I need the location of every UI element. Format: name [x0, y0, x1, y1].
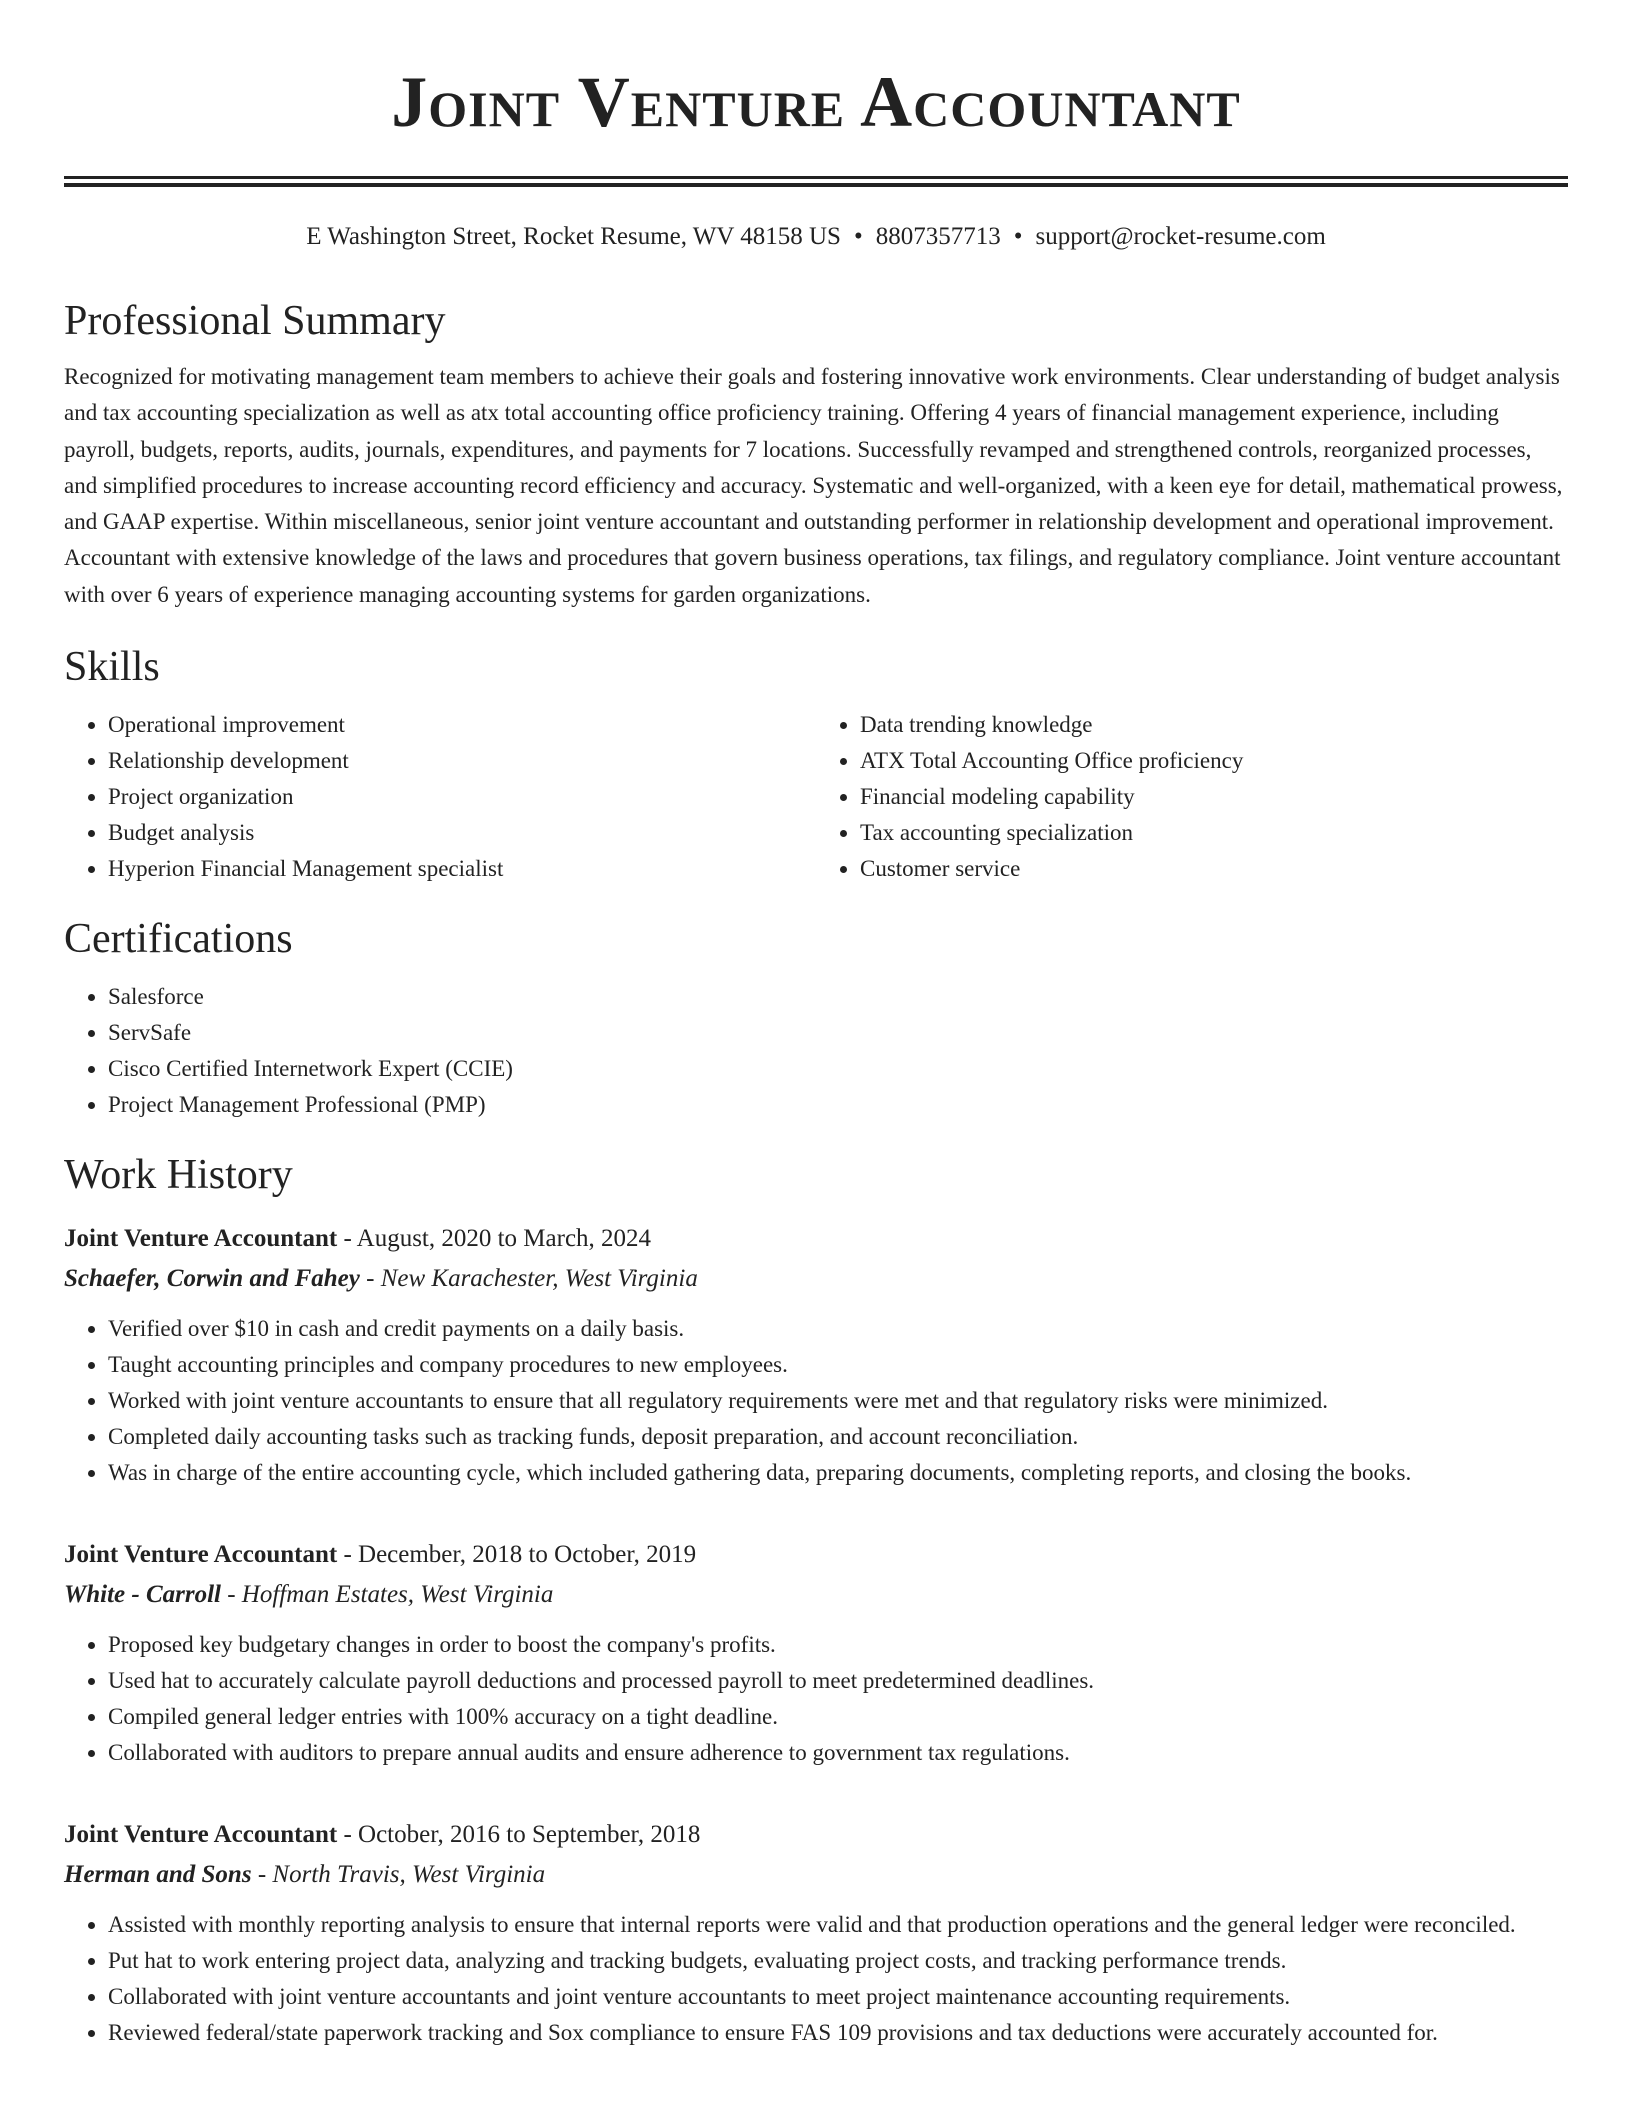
skills-list-left [64, 707, 816, 887]
certifications-list [64, 979, 1568, 1123]
job-dates: - December, 2018 to October, 2019 [337, 1541, 697, 1569]
candidate-name: Joint Venture Accountant [391, 62, 1241, 142]
job-bullet: • Proposed key budgetary changes in order to boost the company's profits. [108, 1627, 1568, 1663]
job-location: - North Travis, West Virginia [251, 1861, 546, 1889]
contact-separator: • [853, 223, 863, 250]
contact-email[interactable]: support@rocket-resume.com [1035, 223, 1326, 250]
skill-item: • Hyperion Financial Management specialist [108, 851, 816, 887]
skills-grid [64, 707, 1568, 887]
summary-text: Recognized for motivating management team members to achieve their goals and fostering innovative work environments. Clear understanding of budget analysis and tax accounting specialization as well as atx total accounting office proficiency training. Offering 4 years of financial management experience, including payroll, budgets, reports, audits, journals, expenditures, and payments for 7 locations. Successfully revamped and strengthened controls, reorganized processes, and simplified procedures to increase accounting record efficiency and accuracy. Systematic and well-organized, with a keen eye for detail, mathematical prowess, and GAAP expertise. Within miscellaneous, senior joint venture accountant and outstanding performer in relationship development and operational improvement. Accountant with extensive knowledge of the laws and procedures that govern business operations, tax filings, and regulatory compliance. Joint venture accountant with over 6 years of experience managing accounting systems for garden organizations. [64, 364, 1563, 607]
job-entry [64, 1219, 1568, 1491]
job-company-line [64, 1855, 1568, 1895]
skill-item: • ATX Total Accounting Office proficiency [860, 743, 1568, 779]
summary-heading: Professional Summary [64, 298, 446, 344]
contact-address: E Washington Street, Rocket Resume, WV 48158 US [306, 223, 841, 250]
skill-item: • Operational improvement [108, 707, 816, 743]
job-title: Joint Venture Accountant [64, 1821, 338, 1849]
job-entry [64, 1535, 1568, 1771]
job-bullet: • Completed daily accounting tasks such as tracking funds, deposit preparation, and account reconciliation. [108, 1419, 1568, 1455]
certification-item: • Salesforce [108, 979, 1568, 1015]
job-company-line [64, 1575, 1568, 1615]
skills-heading: Skills [64, 644, 160, 691]
job-bullet: • Assisted with monthly reporting analysis to ensure that internal reports were valid and that production operations and the general ledger were reconciled. [108, 1907, 1568, 1943]
skill-item: • Project organization [108, 779, 816, 815]
certification-item: • Cisco Certified Internetwork Expert (CCIE) [108, 1051, 1568, 1087]
job-bullets [64, 1311, 1568, 1491]
job-company-line [64, 1259, 1568, 1299]
certification-item: • Project Management Professional (PMP) [108, 1087, 1568, 1123]
job-dates: - August, 2020 to March, 2024 [337, 1225, 652, 1253]
skill-item: • Relationship development [108, 743, 816, 779]
skill-item: • Data trending knowledge [860, 707, 1568, 743]
skills-list-right [816, 707, 1568, 887]
job-title: Joint Venture Accountant [64, 1541, 338, 1569]
job-company: Herman and Sons [64, 1861, 252, 1889]
job-bullet: • Taught accounting principles and company procedures to new employees. [108, 1347, 1568, 1383]
job-title: Joint Venture Accountant [64, 1225, 338, 1253]
header-divider [64, 176, 1568, 187]
job-bullets [64, 1627, 1568, 1771]
work-history-heading: Work History [64, 1152, 293, 1199]
job-bullet: • Collaborated with joint venture accountants and joint venture accountants to meet project maintenance accounting requirements. [108, 1979, 1568, 2015]
skill-item: • Budget analysis [108, 815, 816, 851]
job-bullet: • Used hat to accurately calculate payroll deductions and processed payroll to meet predetermined deadlines. [108, 1663, 1568, 1699]
skill-item: • Customer service [860, 851, 1568, 887]
job-bullet: • Put hat to work entering project data, analyzing and tracking budgets, evaluating project costs, and tracking performance trends. [108, 1943, 1568, 1979]
job-company: White - Carroll [64, 1581, 221, 1609]
skill-item: • Tax accounting specialization [860, 815, 1568, 851]
job-title-line [64, 1535, 1568, 1575]
job-bullet: • Was in charge of the entire accounting cycle, which included gathering data, preparing documents, completing reports, and closing the books. [108, 1455, 1568, 1491]
job-dates: - October, 2016 to September, 2018 [337, 1821, 701, 1849]
contact-line [64, 219, 1568, 255]
job-bullet: • Worked with joint venture accountants to ensure that all regulatory requirements were met and that regulatory risks were minimized. [108, 1383, 1568, 1419]
job-title-line [64, 1815, 1568, 1855]
job-title-line [64, 1219, 1568, 1259]
certification-item: • ServSafe [108, 1015, 1568, 1051]
job-location: - New Karachester, West Virginia [359, 1265, 698, 1293]
contact-phone: 8807357713 [875, 223, 1001, 250]
job-bullet: • Verified over $10 in cash and credit payments on a daily basis. [108, 1311, 1568, 1347]
job-bullet: • Collaborated with auditors to prepare annual audits and ensure adherence to government tax regulations. [108, 1735, 1568, 1771]
job-bullet: • Compiled general ledger entries with 100% accuracy on a tight deadline. [108, 1699, 1568, 1735]
certifications-heading: Certifications [64, 916, 293, 963]
resume-page [64, 0, 1568, 2051]
contact-separator: • [1013, 223, 1023, 250]
job-location: - Hoffman Estates, West Virginia [220, 1581, 554, 1609]
job-bullet: • Reviewed federal/state paperwork tracking and Sox compliance to ensure FAS 109 provisions and tax deductions were accurately accounted for. [108, 2015, 1568, 2051]
job-company: Schaefer, Corwin and Fahey [64, 1265, 360, 1293]
job-bullets [64, 1907, 1568, 2051]
job-entry [64, 1815, 1568, 2051]
skill-item: • Financial modeling capability [860, 779, 1568, 815]
